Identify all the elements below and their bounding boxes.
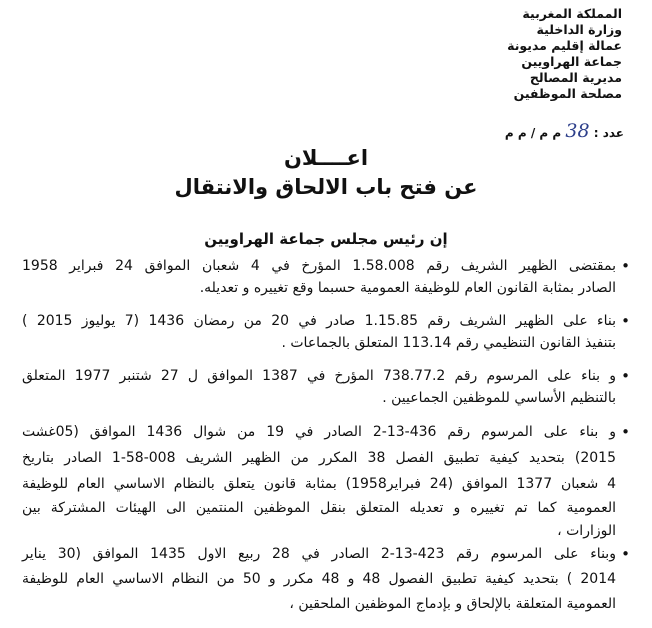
bullet-marker: • [621, 257, 630, 275]
clause-line: بمقتضى الظهير الشريف رقم 1.58.008 المؤرخ في 4 شعبان الموافق 24 فبراير 1958 [22, 258, 616, 274]
clause-line: العمومية كما تم تغييره و تعديله المتعلق بنقل الموظفين المنتمين الى الهيئات المشتركة بين [22, 500, 616, 516]
letterhead-line-commune: جماعة الهراويين [521, 54, 622, 69]
reference-suffix: م م / م م [504, 126, 562, 140]
letterhead [472, 6, 622, 102]
clause-line: وبناء على المرسوم رقم 423-13-2 الصادر في 28 ربيع الاول 1435 الموافق (30 يناير [22, 546, 616, 562]
letterhead-line-kingdom: المملكة المغربية [522, 6, 622, 21]
clause-line: العمومية المتعلقة بالإلحاق و بإدماج الموظفين الملحقين ، [289, 596, 616, 612]
announcement-subtitle: عن فتح باب الالحاق والانتقال [174, 175, 478, 199]
clause-line: 2015) بتحديد كيفية تطبيق الفصل 38 المكرر من الظهير الشريف 008-58-1 الصادر بتاريخ [22, 450, 616, 466]
clause-line: 4 شعبان 1377 الموافق (24 فبراير1958) بمثابة قانون يتعلق بالنظام الاساسي العام للوظيفة [22, 476, 616, 492]
letterhead-line-prefecture: عمالة إقليم مديونة [507, 38, 622, 53]
clause-line: بالتنظيم الأساسي للموظفين الجماعيين . [382, 390, 616, 406]
clause-line: و بناء على المرسوم رقم 738.77.2 المؤرخ في 1387 الموافق ل 27 شتنبر 1977 المتعلق [22, 368, 617, 384]
bullet-marker: • [621, 367, 630, 385]
reference-number [505, 120, 624, 142]
bullet-marker: • [621, 312, 630, 330]
announcement-title: اعــــلان [283, 146, 369, 170]
clause-line: الوزارات ، [557, 523, 616, 539]
clause-line: و بناء على المرسوم رقم 436-13-2 الصادر في 19 من شوال 1436 الموافق (05غشت [22, 424, 617, 440]
issuer-line: إن رئيس مجلس جماعة الهراويين [204, 230, 448, 248]
letterhead-line-directorate: مديرية المصالح [529, 70, 622, 85]
reference-label: عدد : [593, 126, 624, 140]
clause-line: الصادر بمثابة القانون العام للوظيفة العمومية حسبما وقع تغييره و تعديله. [199, 280, 616, 296]
clause-line: بتنفيذ القانون التنظيمي رقم 113.14 المتعلق بالجماعات . [281, 335, 616, 351]
clause-line: 2014 ) بتحديد كيفية تطبيق الفصول 48 و 48 مكرر و 50 من النظام الاساسي العام للوظيفة [22, 571, 617, 587]
bullet-marker: • [621, 545, 630, 563]
bullet-marker: • [621, 423, 630, 441]
letterhead-line-service: مصلحة الموظفين [513, 86, 622, 101]
reference-handwritten-number: 38 [565, 120, 590, 142]
clause-line: بناء على الظهير الشريف رقم 1.15.85 صادر في 20 من رمضان 1436 (7 يوليوز 2015 ) [22, 313, 616, 329]
letterhead-line-ministry: وزارة الداخلية [536, 22, 622, 37]
